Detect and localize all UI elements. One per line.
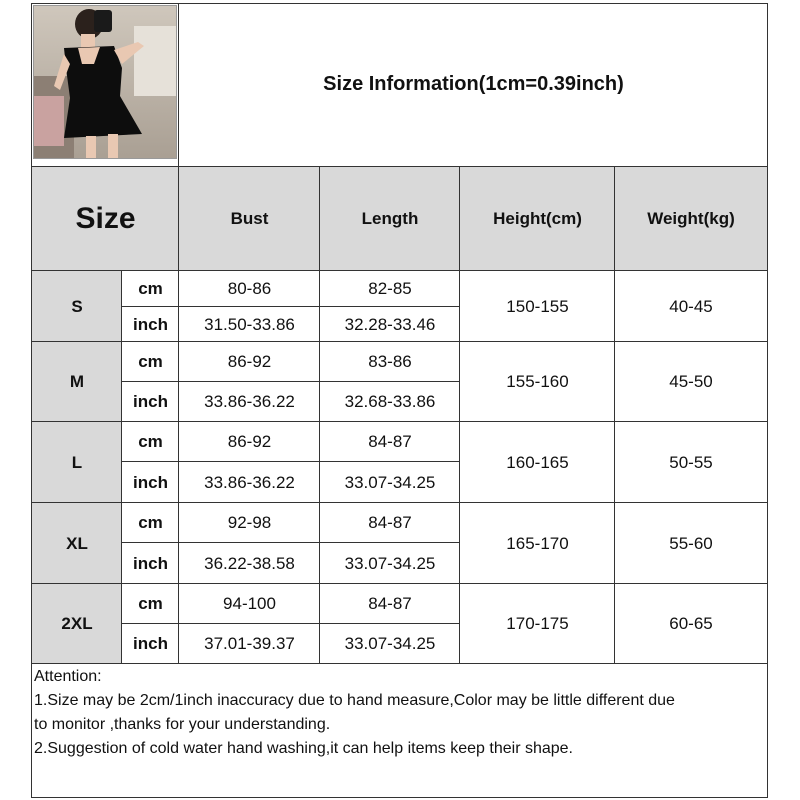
weight-xl: 55-60	[669, 533, 713, 553]
grid-line	[122, 461, 460, 462]
grid-line	[31, 270, 768, 271]
bust-inch-l: 33.86-36.22	[204, 472, 295, 492]
height-2xl: 170-175	[506, 614, 569, 633]
grid-line	[178, 3, 179, 664]
unit-label-cm: cm	[138, 513, 163, 532]
bust-cm-s: 80-86	[227, 279, 272, 298]
bust-inch-m: 33.86-36.22	[204, 392, 295, 411]
length-cm-m: 83-86	[368, 352, 412, 371]
height-header: Height(cm)	[460, 167, 615, 271]
unit-label-cm: cm	[138, 594, 163, 613]
grid-line	[31, 663, 768, 664]
grid-line	[614, 166, 615, 664]
length-cm-xl: 84-87	[368, 513, 412, 532]
notes-heading: Attention:	[34, 668, 102, 685]
grid-line	[122, 381, 460, 382]
notes-line: to monitor ,thanks for your understanding.	[34, 716, 331, 733]
height-s: 150-155	[506, 296, 569, 316]
unit-label-inch: inch	[133, 553, 168, 573]
length-header: Length	[320, 167, 460, 271]
weight-header: Weight(kg)	[615, 167, 767, 271]
unit-label-cm: cm	[138, 352, 163, 371]
bust-cm-m: 86-92	[227, 352, 272, 371]
grid-line	[31, 421, 768, 422]
length-inch-l: 33.07-34.25	[344, 472, 436, 492]
grid-line	[31, 502, 768, 503]
length-inch-m: 32.68-33.86	[344, 392, 436, 411]
unit-label-cm: cm	[138, 279, 163, 298]
bust-cm-xl: 92-98	[227, 513, 272, 532]
unit-label-inch: inch	[133, 314, 168, 334]
length-cm-s: 82-85	[368, 279, 412, 298]
bust-cm-l: 86-92	[227, 432, 272, 451]
unit-label-cm: cm	[138, 432, 163, 451]
bust-inch-s: 31.50-33.86	[204, 314, 295, 334]
length-inch-s: 32.28-33.46	[344, 314, 436, 334]
weight-m: 45-50	[669, 372, 713, 391]
notes-line: 1.Size may be 2cm/1inch inaccuracy due to hand measure,Color may be little different due	[34, 692, 675, 709]
grid-line	[122, 542, 460, 543]
size-label-m: M	[32, 342, 122, 422]
bust-inch-2xl: 37.01-39.37	[204, 634, 295, 653]
length-cm-l: 84-87	[368, 432, 412, 451]
length-inch-2xl: 33.07-34.25	[344, 634, 436, 653]
grid-line	[122, 306, 460, 307]
unit-label-inch: inch	[133, 392, 168, 411]
weight-2xl: 60-65	[669, 614, 713, 633]
grid-line	[459, 166, 460, 664]
bust-cm-2xl: 94-100	[223, 594, 276, 613]
height-m: 155-160	[506, 372, 569, 391]
grid-line	[122, 623, 460, 624]
notes-line: 2.Suggestion of cold water hand washing,it can help items keep their shape.	[34, 740, 573, 757]
grid-line	[31, 166, 768, 167]
length-inch-xl: 33.07-34.25	[344, 553, 436, 573]
grid-line	[121, 270, 122, 664]
size-label-2xl: 2XL	[32, 584, 122, 664]
height-l: 160-165	[506, 452, 569, 472]
product-photo	[33, 5, 177, 159]
bust-header: Bust	[179, 167, 320, 271]
unit-label-inch: inch	[133, 634, 168, 653]
size-header: Size	[32, 167, 179, 271]
bust-inch-xl: 36.22-38.58	[204, 553, 295, 573]
length-cm-2xl: 84-87	[368, 594, 412, 613]
size-label-xl: XL	[32, 503, 122, 584]
page-title: Size Information(1cm=0.39inch)	[323, 73, 624, 95]
size-label-l: L	[32, 422, 122, 503]
attention-notes	[34, 665, 764, 761]
weight-l: 50-55	[669, 452, 713, 472]
grid-line	[319, 166, 320, 664]
height-xl: 165-170	[506, 533, 569, 553]
unit-label-inch: inch	[133, 472, 168, 492]
grid-line	[31, 583, 768, 584]
size-label-s: S	[32, 271, 122, 342]
weight-s: 40-45	[669, 296, 713, 316]
grid-line	[31, 341, 768, 342]
